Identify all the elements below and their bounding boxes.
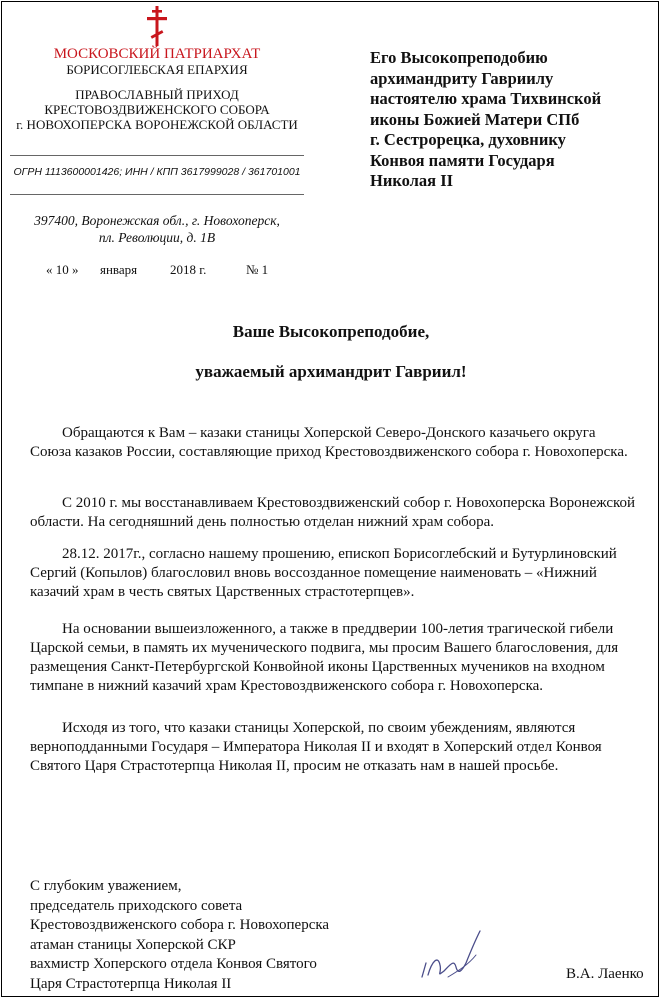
document-number: № 1: [246, 262, 269, 277]
patriarchate-title: МОСКОВСКИЙ ПАТРИАРХАТ: [53, 46, 261, 62]
date-year: 2018 г.: [170, 262, 207, 277]
body-paragraph: Исходя из того, что казаки станицы Хоперской, по своим убеждениям, являются верноподданными Государя – Императора Николая II и входят в Хоперский отдел Конвоя Святого Царя Страстотерпца Николая II, просим не отказать нам в нашей просьбе.: [30, 720, 602, 774]
letterhead-divider: [10, 194, 304, 195]
recipient-line: Конвоя памяти Государя: [370, 150, 555, 170]
letterhead: [10, 47, 304, 132]
handwritten-signature: [418, 925, 488, 987]
parish-name: [10, 87, 304, 132]
recipient-line: настоятелю храма Тихвинской: [370, 89, 602, 108]
parish-line: г. НОВОХОПЕРСКА ВОРОНЕЖСКОЙ ОБЛАСТИ: [16, 117, 298, 132]
recipient-line: иконы Божией Матери СПб: [370, 109, 580, 129]
body-paragraph: С 2010 г. мы восстанавливаем Крестовоздвиженский собор г. Новохоперска Воронежской области. На сегодняшний день полностью отделан нижний храм собора.: [30, 495, 636, 530]
salutation: уважаемый архимандрит Гавриил!: [195, 362, 467, 381]
body-paragraph: На основании вышеизложенного, а также в преддверии 100-летия трагической гибели Царской семьи, в память их мученического подвига, мы просим Вашего благословения, для размещения Санкт-Петербургской Конвойной иконы Царственных мучеников на входном тимпане в нижний казачий храм Крестовоздвиженского собора г. Новохоперска.: [30, 621, 619, 694]
letterhead-divider: [10, 155, 304, 156]
closing-line: вахмистр Хоперского отдела Конвоя Святого: [30, 956, 317, 972]
recipient-line: г. Сестрорецка, духовнику: [370, 130, 566, 149]
eparchy-title: БОРИСОГЛЕБСКАЯ ЕПАРХИЯ: [66, 62, 248, 77]
closing-line: Царя Страстотерпца Николая II: [30, 975, 232, 992]
parish-line: КРЕСТОВОЗДВИЖЕНСКОГО СОБОРА: [44, 102, 270, 117]
address-line: пл. Революции, д. 1В: [98, 230, 216, 245]
recipient-block: [370, 48, 640, 192]
body-paragraph: 28.12. 2017г., согласно нашему прошению, епископ Борисоглебский и Бутурлиновский Сергий (Копылов) благословил вновь воссозданное помещение наименовать – «Нижний казачий храм в честь святых Царственных страстотерпцев».: [30, 546, 617, 600]
sender-address: [10, 212, 304, 246]
date-month: января: [100, 262, 138, 277]
recipient-line: Его Высокопреподобию: [370, 48, 548, 67]
signer-name: В.А. Лаенко: [566, 966, 644, 982]
closing-line: председатель приходского совета: [30, 897, 243, 914]
address-line: 397400, Воронежская обл., г. Новохоперск,: [34, 213, 280, 228]
closing-line: Крестовоздвиженского собора г. Новохоперска: [30, 917, 330, 933]
registration-numbers: ОГРН 1113600001426; ИНН / КПП 3617999028 / 361701001: [13, 166, 301, 178]
closing-line: С глубоким уважением,: [30, 878, 182, 894]
parish-line: ПРАВОСЛАВНЫЙ ПРИХОД: [75, 87, 239, 102]
salutation: Ваше Высокопреподобие,: [232, 322, 430, 341]
orthodox-cross-icon: [146, 6, 168, 46]
recipient-line: архимандриту Гавриилу: [370, 68, 554, 88]
closing-block: [30, 877, 390, 994]
body-paragraph: Обращаются к Вам – казаки станицы Хоперской Северо-Донского казачьего округа Союза казаков России, составляющие приход Крестовоздвиженского собора г. Новохоперска.: [30, 425, 628, 460]
closing-line: атаман станицы Хоперской СКР: [30, 936, 236, 953]
recipient-line: Николая II: [370, 171, 454, 190]
date-day: « 10 »: [46, 262, 79, 277]
